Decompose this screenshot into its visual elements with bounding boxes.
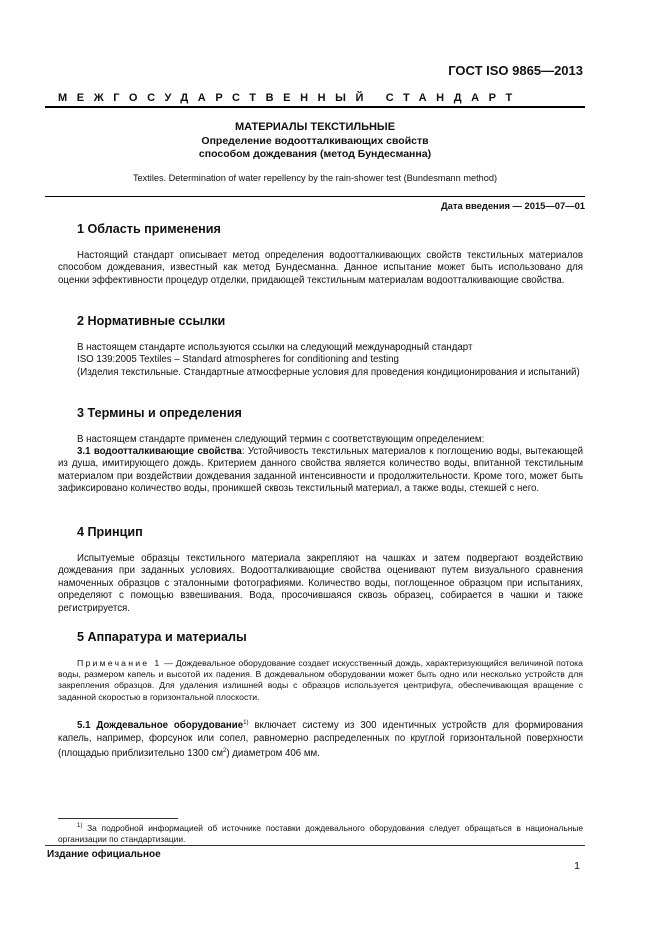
english-title: Textiles. Determination of water repellency by the rain-shower test (Bundesmann method) (132, 173, 498, 183)
standard-code: ГОСТ ISO 9865—2013 (448, 63, 583, 78)
footnote (58, 821, 583, 844)
paragraph-5-1-text-a: включает систему из 300 идентичных устройств для формирования капель, например, форсунок или сопел, равномерно распределенных по круглой горизонтальной поверхности (площадью приблизительно 1300 см (58, 720, 584, 760)
section-3-heading: 3 Термины и определения (77, 406, 242, 420)
title-line-3: способом дождевания (метод Бундесманна) (198, 148, 432, 160)
section-3-line-1: В настоящем стандарте применен следующий термин с соответствующим определением: (77, 434, 485, 445)
section-5-heading: 5 Аппаратура и материалы (77, 630, 247, 644)
footnote-text: За подробной информацией об источнике поставки дождевального оборудования следует обращаться в национальные организации по стандартизации. (58, 822, 583, 844)
section-2-reference-translation: (Изделия текстильные. Стандартные атмосферные условия для проведения кондиционирования и испытаний) (77, 367, 580, 378)
paragraph-5-1 (58, 717, 583, 761)
note-text: — Дождевальное оборудование создает искусственный дождь, характеризующийся величиной потока воды, размером капель и высотой их падения. В дождевальном оборудовании может быть одно или несколько устройств для закрепления образцов. Для удаления излишней воды с образцов используется центрифуга, обеспечивающая вращение с заданной скоростью в горизонтальной плоскости. (58, 658, 583, 702)
page-number: 1 (574, 860, 580, 872)
note-label: Примечание 1 (77, 658, 162, 668)
section-1-heading: 1 Область применения (77, 222, 221, 236)
footnote-ref-1: 1) (243, 720, 249, 726)
term-3-1-definition: : Устойчивость текстильных материалов к поглощению воды, вытекающей из душа, имитирующего дождь. Критерием данного свойства является количество воды, впитанной текстильным материалом при воздействии дождевания заданной интенсивности и продолжительности. Кроме того, может быть зафиксировано количество воды, проникшей сквозь текстильный материал, а также воды, стекшей с него. (58, 446, 583, 495)
section-2-reference: ISO 139:2005 Textiles – Standard atmospheres for conditioning and testing (77, 354, 399, 365)
term-3-1: 3.1 водоотталкивающие свойства (77, 446, 242, 457)
title-line-2: Определение водоотталкивающих свойств (201, 135, 429, 147)
title-rule (45, 196, 585, 197)
title-main: МАТЕРИАЛЫ ТЕКСТИЛЬНЫЕ (234, 121, 396, 133)
section-2-line-1: В настоящем стандарте используются ссылки на следующий международный стандарт (77, 342, 473, 353)
header-rule (45, 106, 585, 108)
section-1-text: Настоящий стандарт описывает метод определения водоотталкивающих свойств текстильных материалов способом дождевания, известный как метод Бундесманна. Данное испытание может быть использовано для оценки эффективности процедур отделки, придающей текстильным материалам водоотталкивающие свойства. (58, 250, 583, 286)
section-2-heading: 2 Нормативные ссылки (77, 314, 226, 328)
term-5-1: 5.1 Дождевальное оборудование (77, 720, 244, 732)
section-4-heading: 4 Принцип (77, 525, 143, 539)
footnote-marker: 1) (77, 823, 83, 829)
paragraph-5-1-text-b: ) диаметром 406 мм. (226, 748, 320, 760)
footer-rule (45, 845, 585, 846)
interstate-standard-banner: МЕЖГОСУДАРСТВЕННЫЙ СТАНДАРТ (58, 92, 522, 104)
superscript-2: 2 (222, 748, 227, 755)
section-5-note (58, 658, 583, 703)
footnote-rule (58, 818, 178, 819)
introduction-date: Дата введения — 2015—07—01 (440, 200, 585, 211)
section-3-definition (58, 446, 583, 496)
official-edition: Издание официальное (47, 849, 161, 860)
section-4-text: Испытуемые образцы текстильного материала закрепляют на чашках и затем подвергают воздействию дождевания при заданных условиях. Водоотталкивающие свойства оценивают путем визуального сравнения намоченных образцов с эталонными фотографиями. Количество воды, поглощенное образцом при испытаниях, определяют с помощью взвешивания. Вода, просочившаяся сквозь образец, собирается в чашки и также регистрируется. (58, 553, 583, 614)
